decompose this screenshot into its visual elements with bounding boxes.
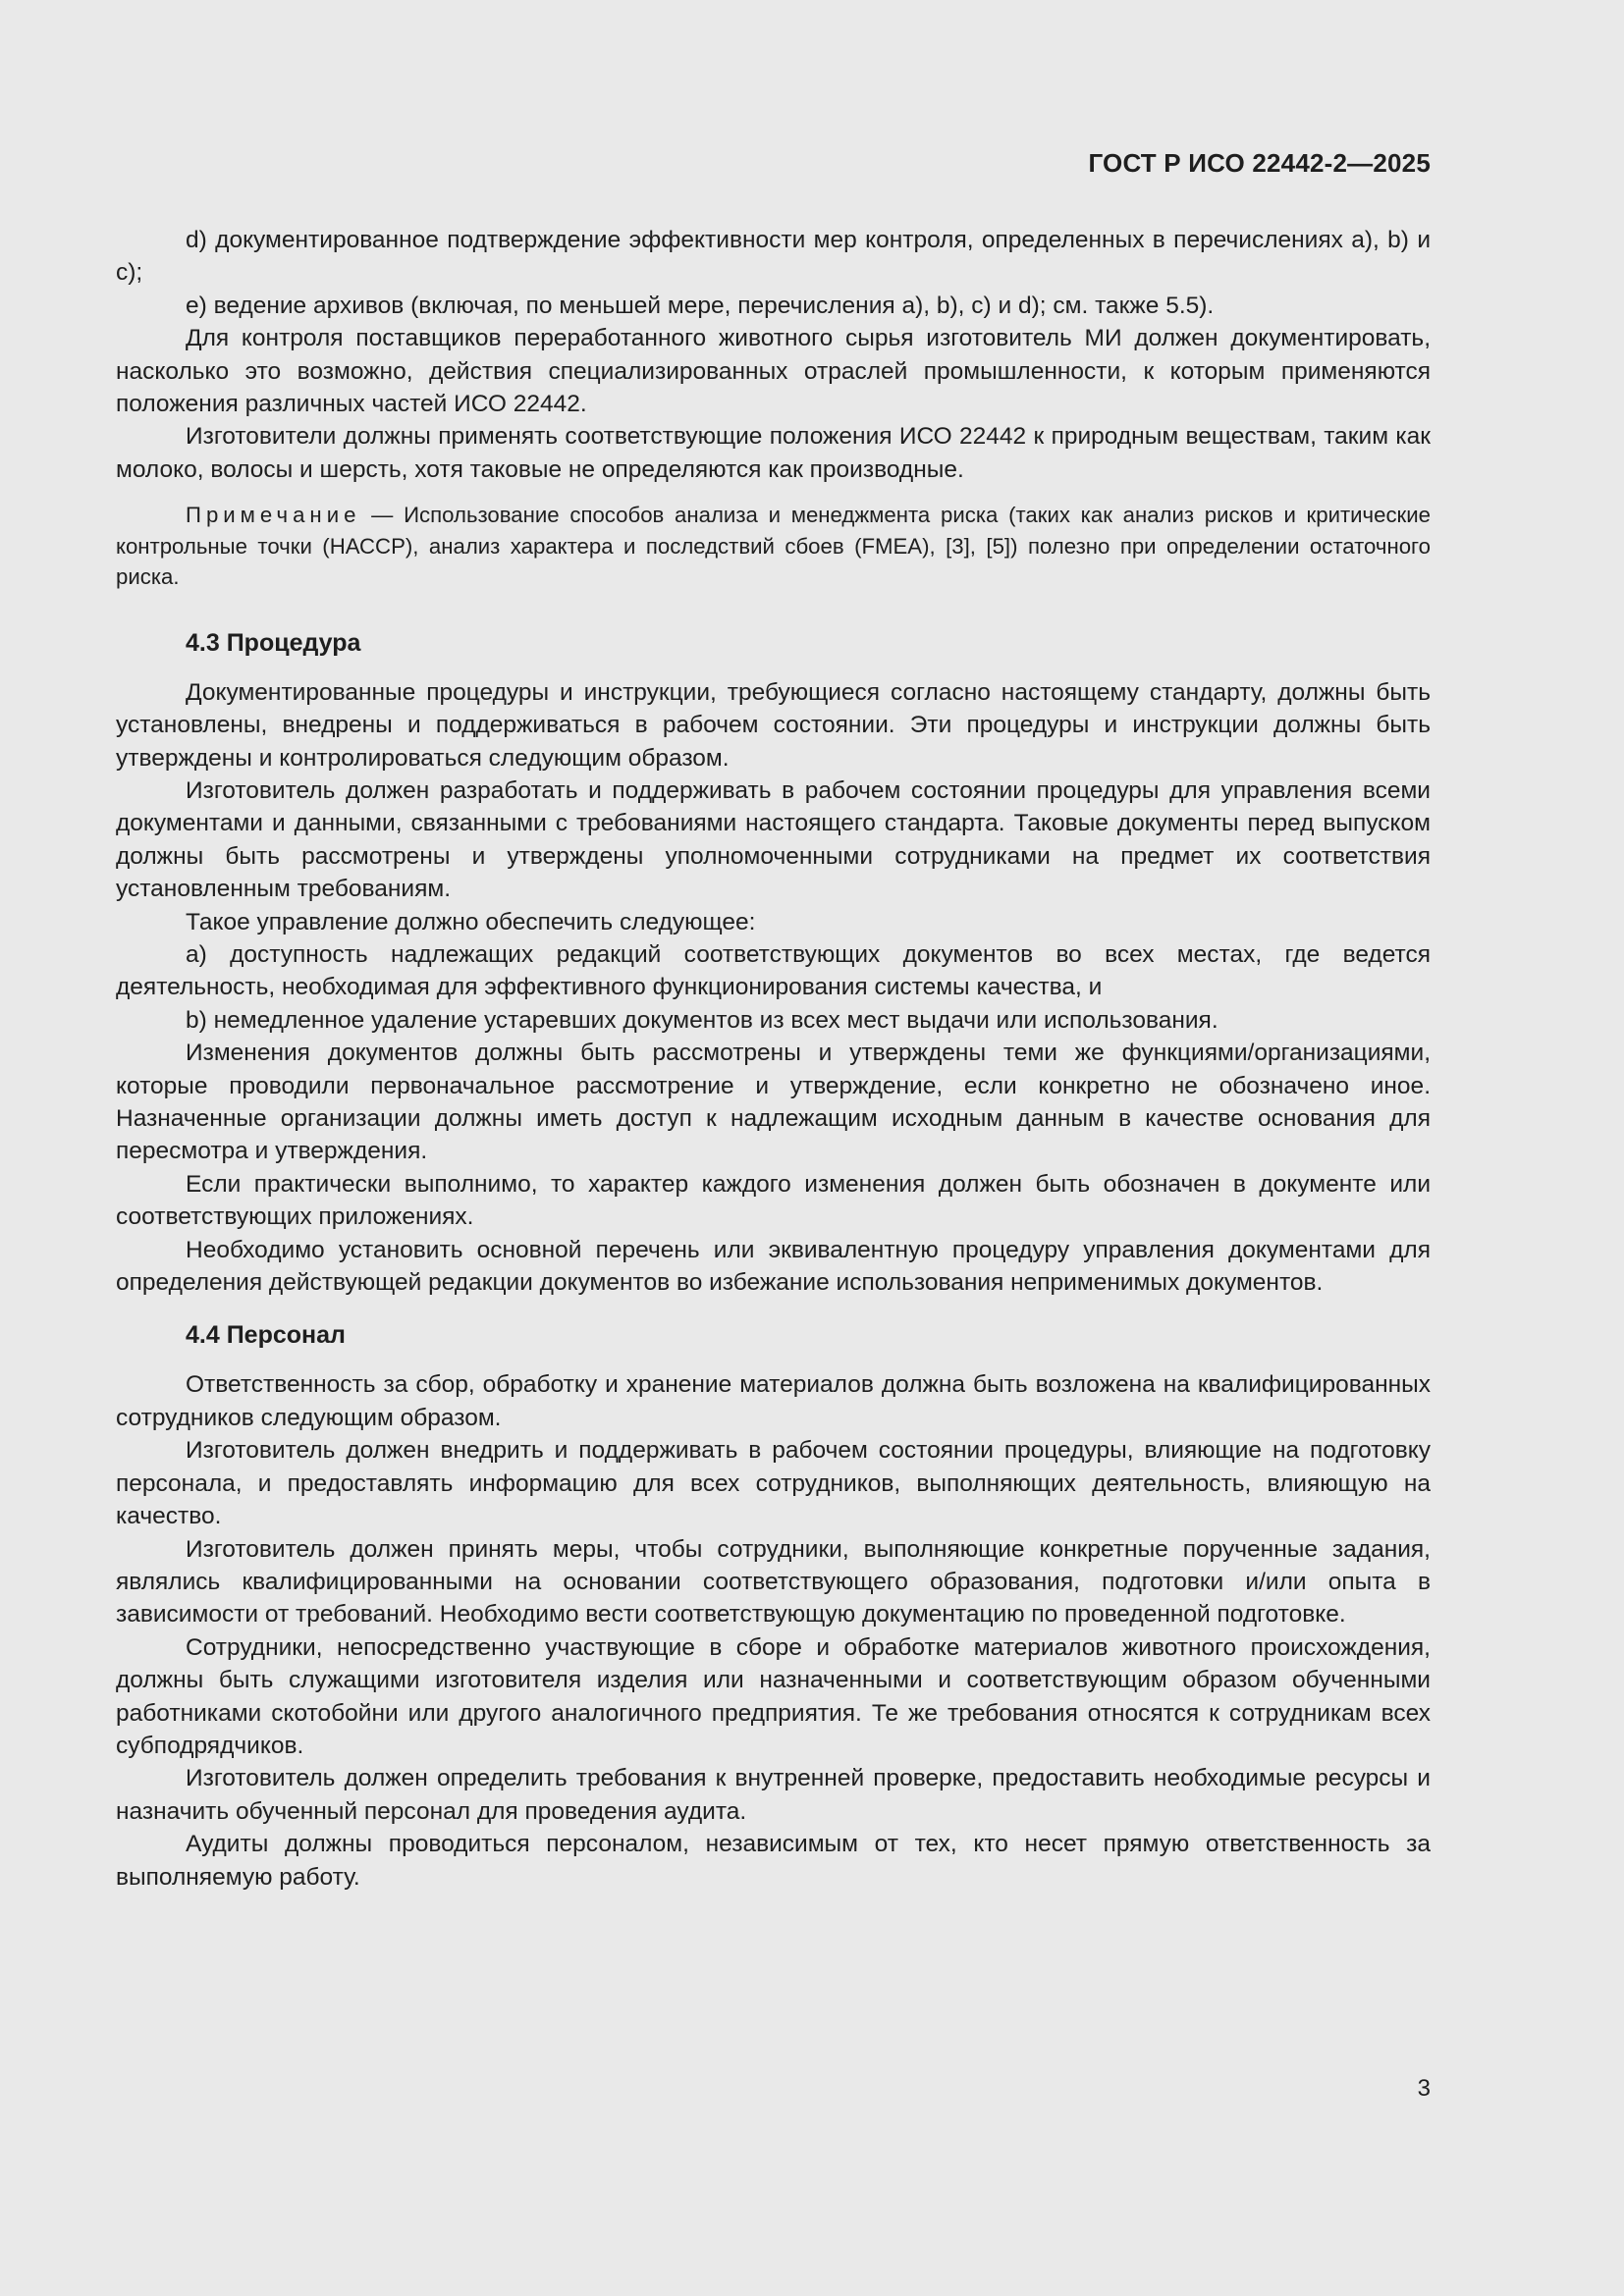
list-item-d: d) документированное подтверждение эффективности мер контроля, определенных в перечислениях а), b) и с); <box>116 227 1431 287</box>
paragraph: Изменения документов должны быть рассмотрены и утверждены теми же функциями/организациями, которые проводили первоначальное рассмотрение и утверждение, если конкретно не обозначено иное. Назначенные организации должны иметь доступ к надлежащим исходным данным в качестве основания для пересмотра и утверждения. <box>116 1040 1431 1165</box>
document-page <box>116 0 1431 2296</box>
paragraph: Аудиты должны проводиться персоналом, независимым от тех, кто несет прямую ответственность за выполняемую работу. <box>116 1831 1431 1891</box>
note-label: Примечание <box>186 503 361 528</box>
note <box>116 500 1431 593</box>
paragraph: Изготовитель должен разработать и поддерживать в рабочем состоянии процедуры для управления всеми документами и данными, связанными с требованиями настоящего стандарта. Таковые документы перед выпуском должны быть рассмотрены и утверждены уполномоченными сотрудниками на предмет их соответствия установленным требованиям. <box>116 776 1431 903</box>
paragraph: Если практически выполнимо, то характер каждого изменения должен быть обозначен в документе или соответствующих приложениях. <box>116 1170 1431 1231</box>
paragraph: Ответственность за сбор, обработку и хранение материалов должна быть возложена на квалифицированных сотрудников следующим образом. <box>116 1371 1431 1431</box>
list-item-a: а) доступность надлежащих редакций соответствующих документов во всех местах, где ведется деятельность, необходимая для эффективного функционирования системы качества, и <box>116 941 1431 1001</box>
note-text: Использование способов анализа и менеджмента риска (таких как анализ рисков и критические контрольные точки (НАССР), анализ характера и последствий сбоев (FMEA), [3], [5]) полезно при определении остаточного риска. <box>116 503 1431 590</box>
page-number: 3 <box>1417 2075 1431 2102</box>
list-item-b: b) немедленное удаление устаревших документов из всех мест выдачи или использования. <box>186 1006 1218 1034</box>
section-heading-4-3: 4.3 Процедура <box>186 628 361 657</box>
paragraph: Изготовители должны применять соответствующие положения ИСО 22442 к природным веществам, таким как молоко, волосы и шерсть, хотя таковые не определяются как производные. <box>116 423 1431 483</box>
list-item-e: е) ведение архивов (включая, по меньшей мере, перечисления а), b), с) и d); см. также 5.5). <box>186 292 1215 319</box>
paragraph: Сотрудники, непосредственно участвующие в сборе и обработке материалов животного происхождения, должны быть служащими изготовителя изделия или назначенными и соответствующим образом обученными работниками скотобойни или другого аналогичного предприятия. Те же требования относятся к сотрудникам всех субподрядчиков. <box>116 1633 1431 1759</box>
note-dash: — <box>360 503 405 528</box>
paragraph: Такое управление должно обеспечить следующее: <box>186 908 756 935</box>
section-heading-4-4: 4.4 Персонал <box>186 1321 346 1350</box>
document-code-header: ГОСТ Р ИСО 22442-2—2025 <box>1088 148 1431 178</box>
paragraph: Изготовитель должен принять меры, чтобы сотрудники, выполняющие конкретные порученные задания, являлись квалифицированными на основании соответствующего образования, подготовки и/или опыта в зависимости от требований. Необходимо вести соответствующую документацию по проведенной подготовке. <box>116 1535 1431 1629</box>
paragraph: Документированные процедуры и инструкции, требующиеся согласно настоящему стандарту, должны быть установлены, внедрены и поддерживаться в рабочем состоянии. Эти процедуры и инструкции должны быть утверждены и контролироваться следующим образом. <box>116 678 1431 772</box>
paragraph: Необходимо установить основной перечень или эквивалентную процедуру управления документами для определения действующей редакции документов во избежание использования неприменимых документов. <box>116 1236 1431 1297</box>
document-body <box>116 224 1431 1894</box>
paragraph: Изготовитель должен внедрить и поддерживать в рабочем состоянии процедуры, влияющие на подготовку персонала, и предоставлять информацию для всех сотрудников, выполняющих деятельность, влияющую на качество. <box>116 1437 1431 1530</box>
paragraph: Для контроля поставщиков переработанного животного сырья изготовитель МИ должен документировать, насколько это возможно, действия специализированных отраслей промышленности, к которым применяются положения различных частей ИСО 22442. <box>116 325 1431 418</box>
paragraph: Изготовитель должен определить требования к внутренней проверке, предоставить необходимые ресурсы и назначить обученный персонал для проведения аудита. <box>116 1765 1431 1825</box>
